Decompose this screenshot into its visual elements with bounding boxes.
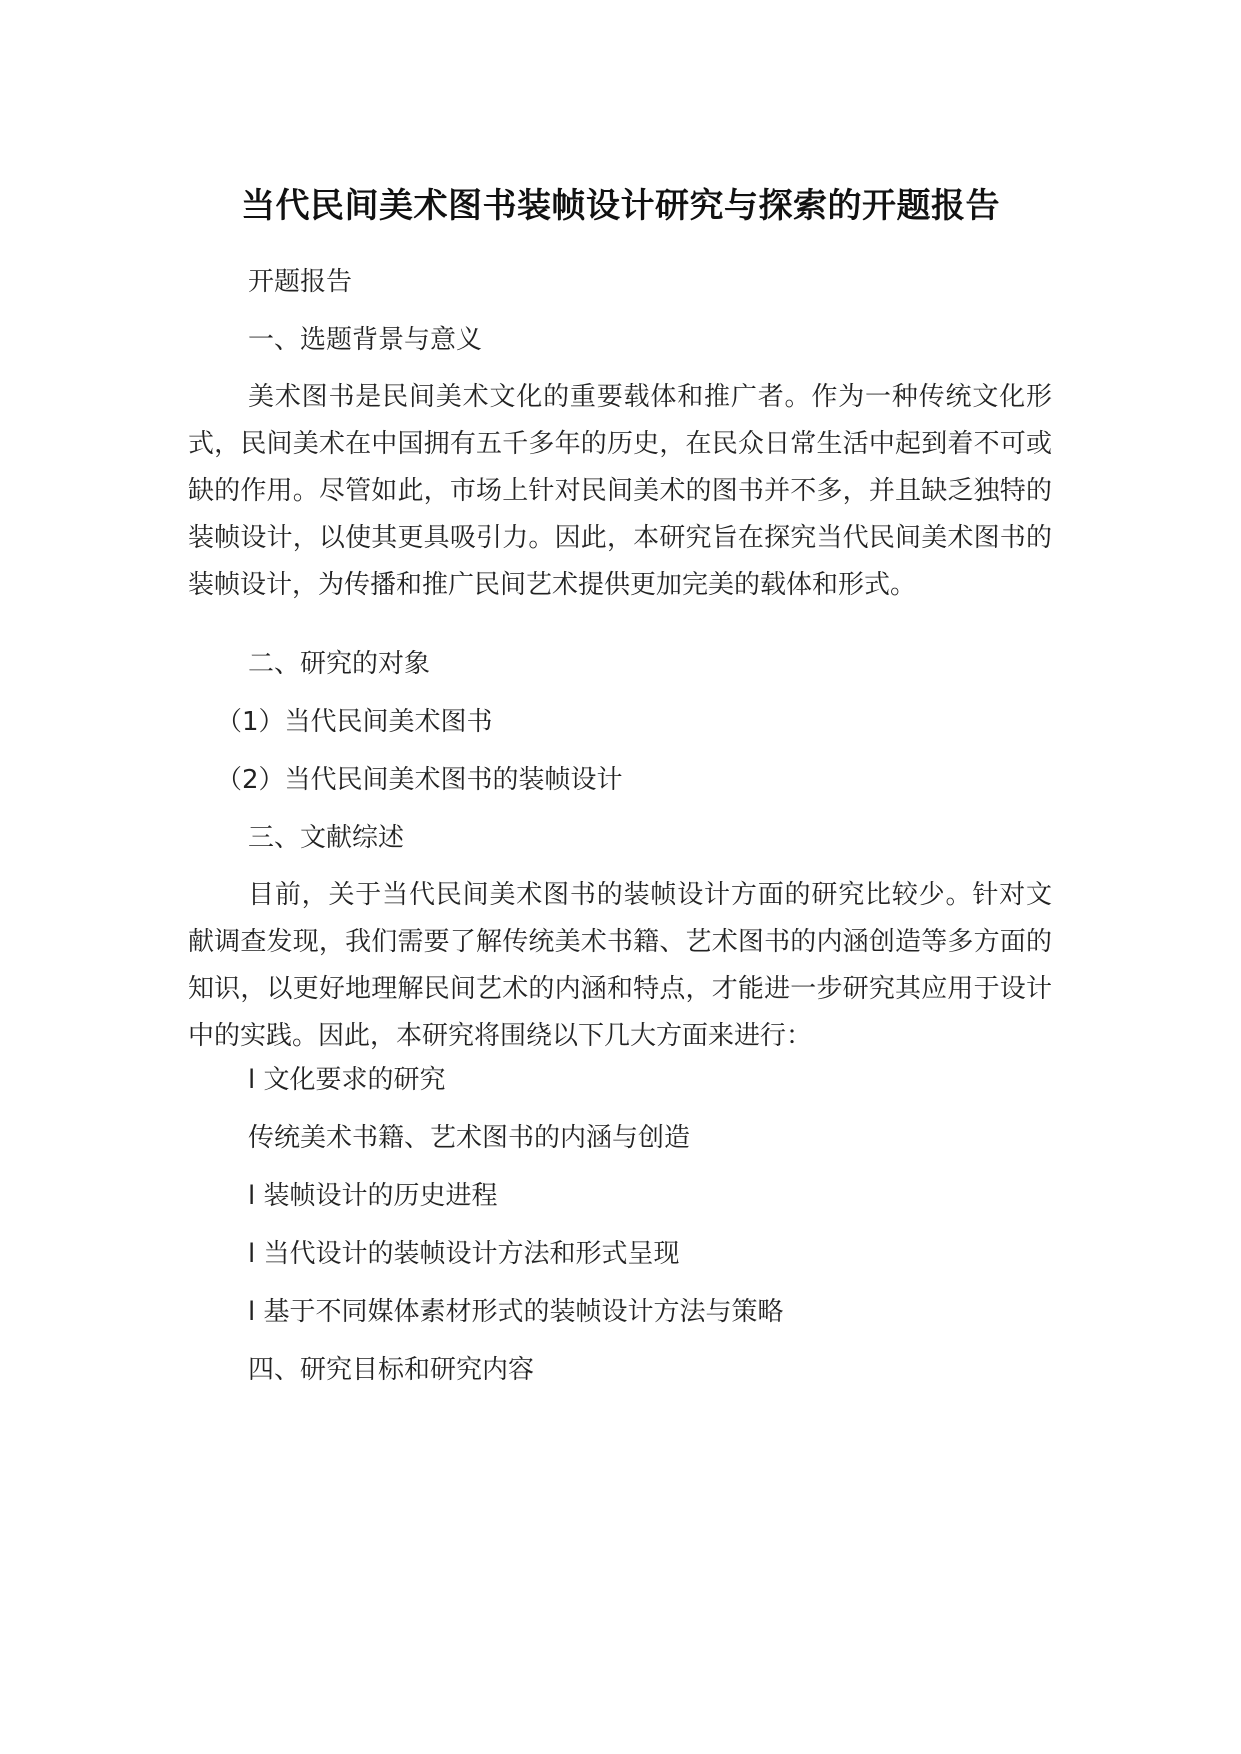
object-item-1: （1）当代民间美术图书 bbox=[216, 707, 493, 737]
report-subtitle: 开题报告 bbox=[248, 267, 353, 297]
object-item-2: （2）当代民间美术图书的装帧设计 bbox=[216, 765, 623, 795]
section-heading-objects: 二、研究的对象 bbox=[248, 649, 431, 679]
list-item: 传统美术书籍、艺术图书的内涵与创造 bbox=[248, 1123, 691, 1153]
list-item: l 文化要求的研究 bbox=[248, 1065, 446, 1095]
list-item: l 装帧设计的历史进程 bbox=[248, 1181, 498, 1211]
section-heading-goals: 四、研究目标和研究内容 bbox=[248, 1355, 535, 1385]
document-title: 当代民间美术图书装帧设计研究与探索的开题报告 bbox=[241, 186, 1000, 226]
list-item: l 当代设计的装帧设计方法和形式呈现 bbox=[248, 1239, 680, 1269]
literature-paragraph: 目前，关于当代民间美术图书的装帧设计方面的研究比较少。针对文献调查发现，我们需要了解传统美术书籍、艺术图书的内涵创造等多方面的知识，以更好地理解民间艺术的内涵和特点，才能进一步研究其应用于设计中的实践。因此，本研究将围绕以下几大方面来进行： bbox=[188, 880, 1052, 1051]
list-item: l 基于不同媒体素材形式的装帧设计方法与策略 bbox=[248, 1297, 784, 1327]
background-paragraph: 美术图书是民间美术文化的重要载体和推广者。作为一种传统文化形式，民间美术在中国拥有五千多年的历史，在民众日常生活中起到着不可或缺的作用。尽管如此，市场上针对民间美术的图书并不多，并且缺乏独特的装帧设计，以使其更具吸引力。因此，本研究旨在探究当代民间美术图书的装帧设计，为传播和推广民间艺术提供更加完美的载体和形式。 bbox=[188, 382, 1052, 600]
section-heading-literature: 三、文献综述 bbox=[248, 823, 405, 853]
section-heading-background: 一、选题背景与意义 bbox=[248, 325, 483, 355]
